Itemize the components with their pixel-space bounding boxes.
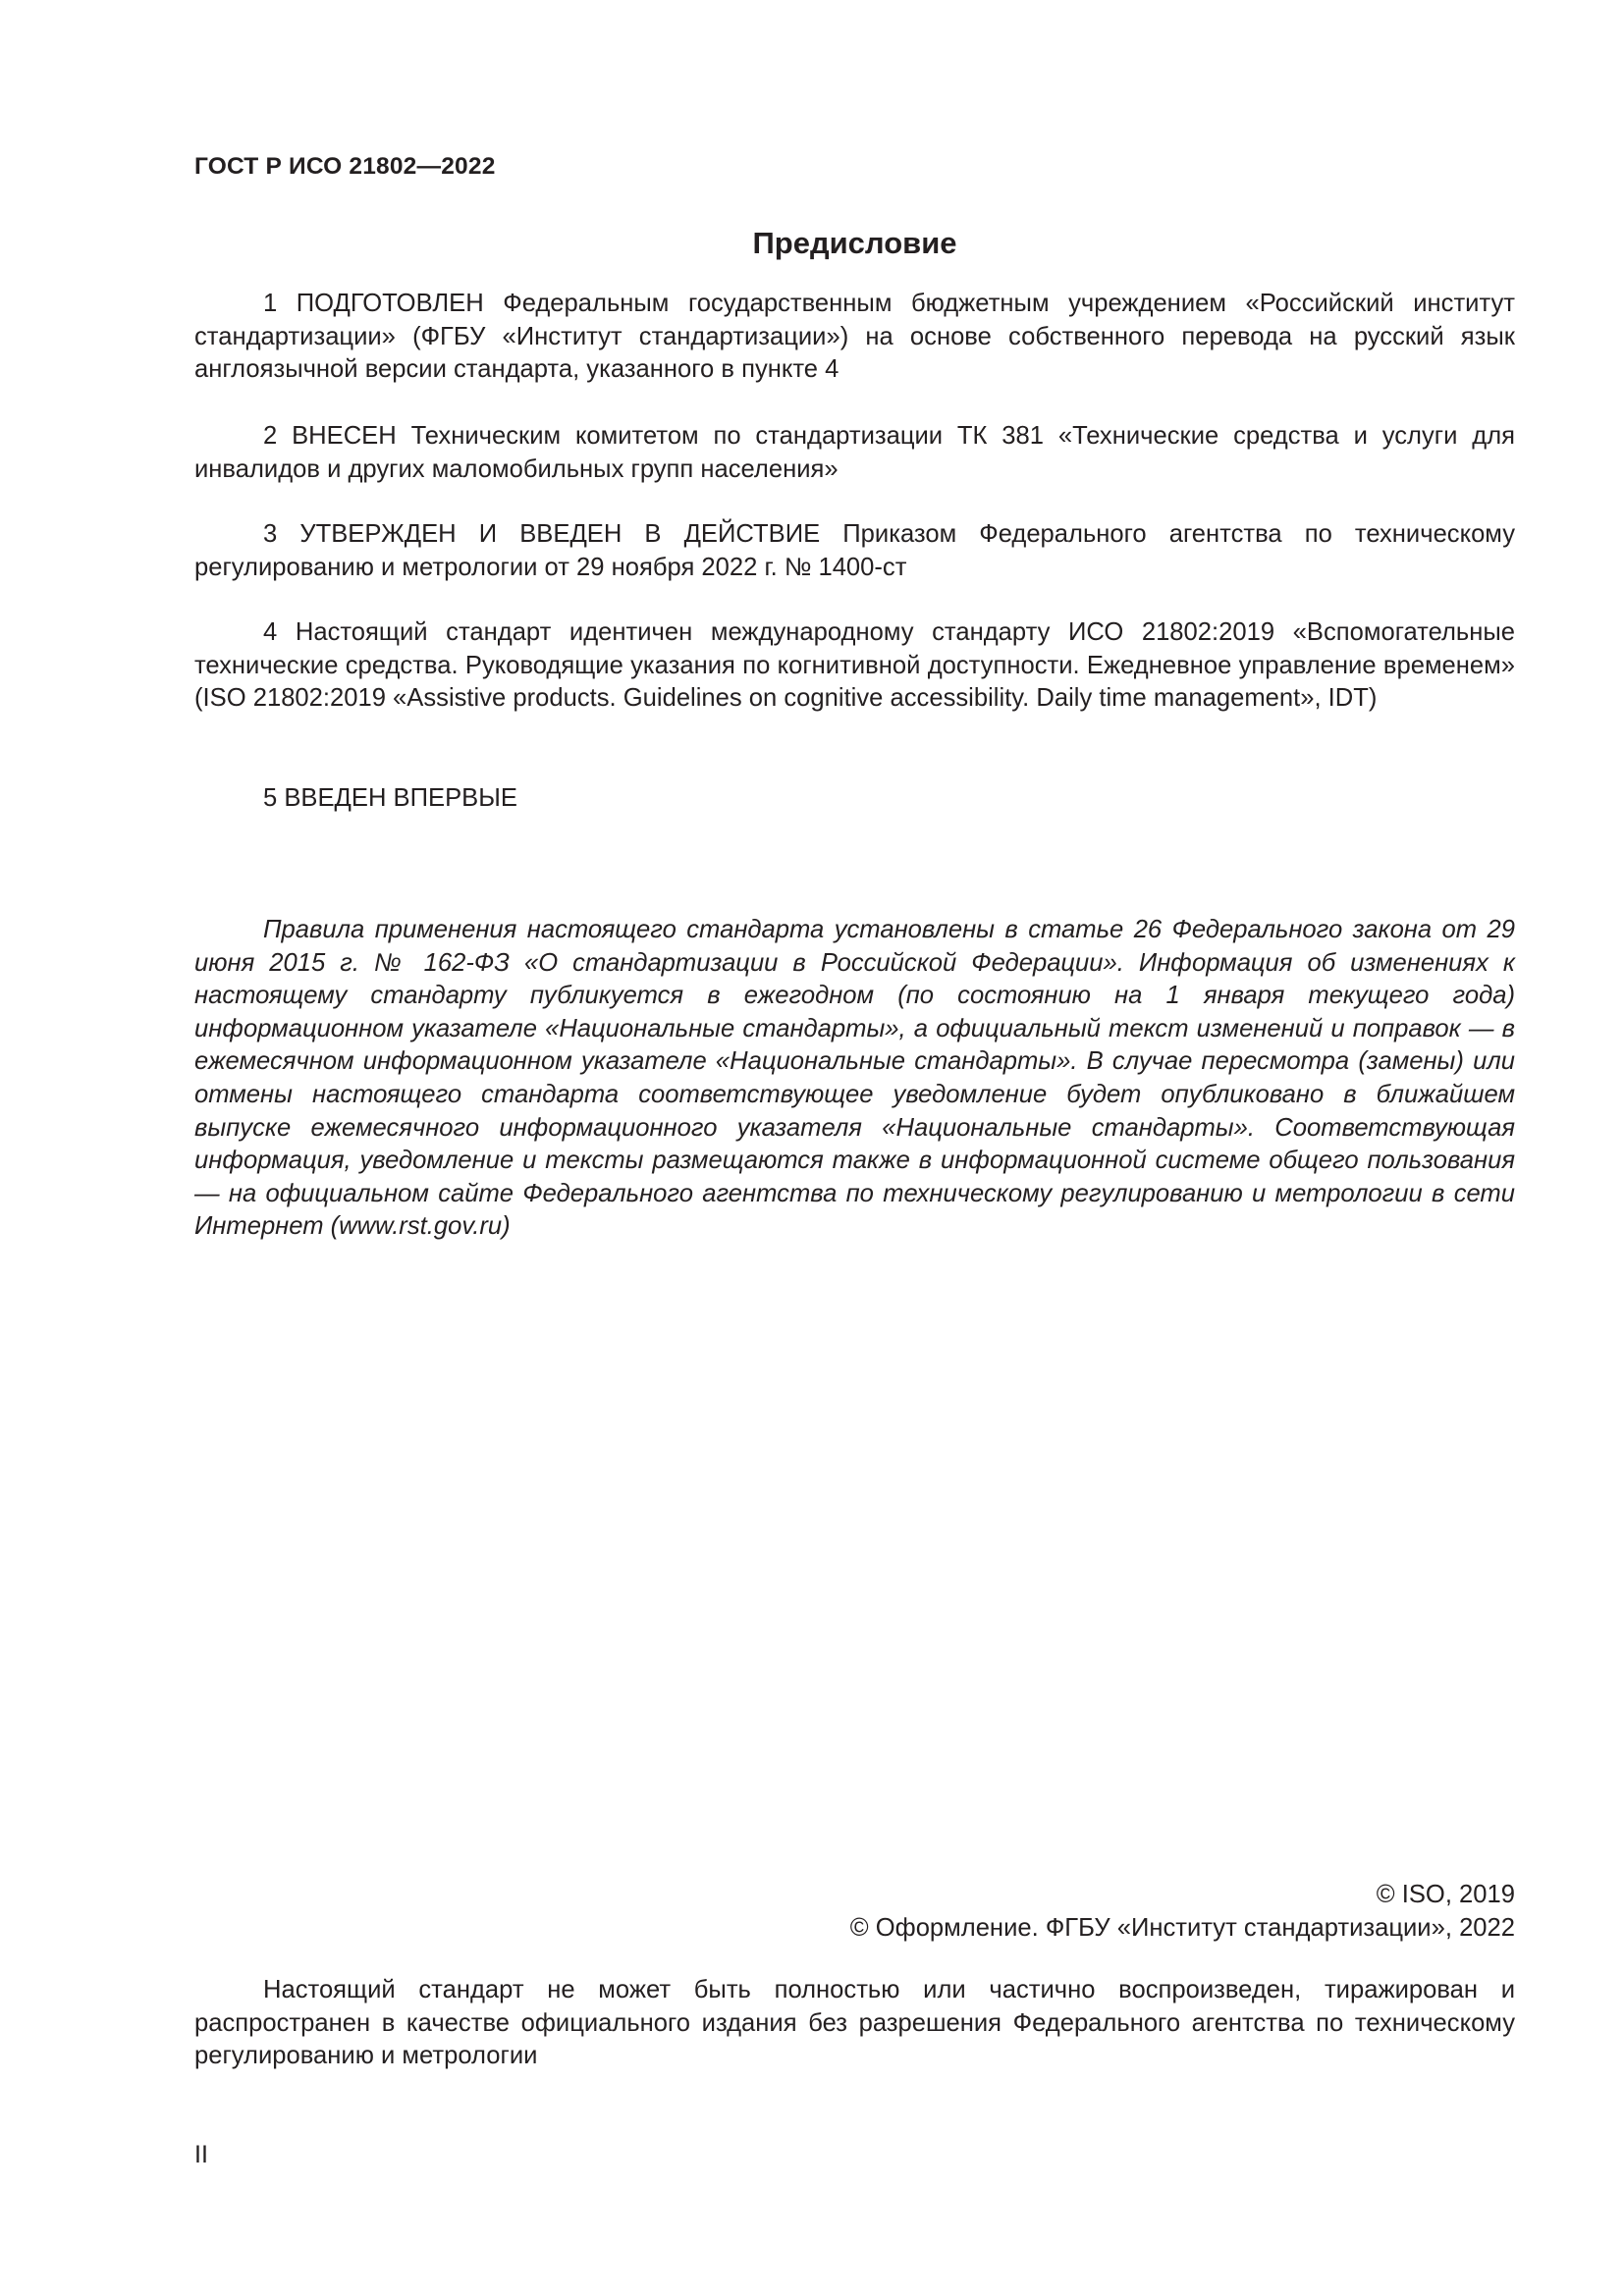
page-title: Предисловие — [752, 226, 957, 260]
foreword-item-1: 1 ПОДГОТОВЛЕН Федеральным государственным бюджетным учреждением «Российский институт стандартизации» (ФГБУ «Институт стандартизации») на основе собственного перевода на русский язык англоязычной версии стандарта, указанного в пункте 4 — [194, 290, 1515, 384]
page-number: II — [194, 2141, 208, 2168]
foreword-item-5: 5 ВВЕДЕН ВПЕРВЫЕ — [263, 784, 517, 812]
copyright-design: © Оформление. ФГБУ «Институт стандартизации», 2022 — [849, 1914, 1515, 1942]
foreword-item-2: 2 ВНЕСЕН Техническим комитетом по стандартизации ТК 381 «Технические средства и услуги для инвалидов и других маломобильных групп населения» — [194, 422, 1515, 483]
document-code: ГОСТ Р ИСО 21802—2022 — [194, 153, 496, 180]
rules-notice: Правила применения настоящего стандарта установлены в статье 26 Федерального закона от 29 июня 2015 г. № 162-ФЗ «О стандартизации в Российской Федерации». Информация об изменениях к настоящему стандарту публикуется в ежегодном (по состоянию на 1 января текущего года) информационном указателе «Национальные стандарты», а официальный текст изменений и поправок — в ежемесячном информационном указателе «Национальные стандарты». В случае пересмотра (замены) или отмены настоящего стандарта соответствующее уведомление будет опубликовано в ближайшем выпуске ежемесячного информационного указателя «Национальные стандарты». Соответствующая информация, уведомление и тексты размещаются также в информационной системе общего пользования — на официальном сайте Федерального агентства по техническому регулированию и метрологии в сети Интернет (www.rst.gov.ru) — [194, 916, 1515, 1241]
reprint-notice: Настоящий стандарт не может быть полностью или частично воспроизведен, тиражирован и распространен в качестве официального издания без разрешения Федерального агентства по техническому регулированию и метрологии — [194, 1976, 1515, 2070]
copyright-iso: © ISO, 2019 — [1376, 1881, 1515, 1908]
document-page — [194, 0, 1515, 2296]
foreword-item-3: 3 УТВЕРЖДЕН И ВВЕДЕН В ДЕЙСТВИЕ Приказом Федерального агентства по техническому регулированию и метрологии от 29 ноября 2022 г. № 1400-ст — [194, 520, 1515, 581]
foreword-item-4: 4 Настоящий стандарт идентичен международному стандарту ИСО 21802:2019 «Вспомогательные технические средства. Руководящие указания по когнитивной доступности. Ежедневное управление временем» (ISO 21802:2019 «Assistive products. Guidelines on cognitive accessibility. Daily time management», IDT) — [194, 618, 1515, 713]
